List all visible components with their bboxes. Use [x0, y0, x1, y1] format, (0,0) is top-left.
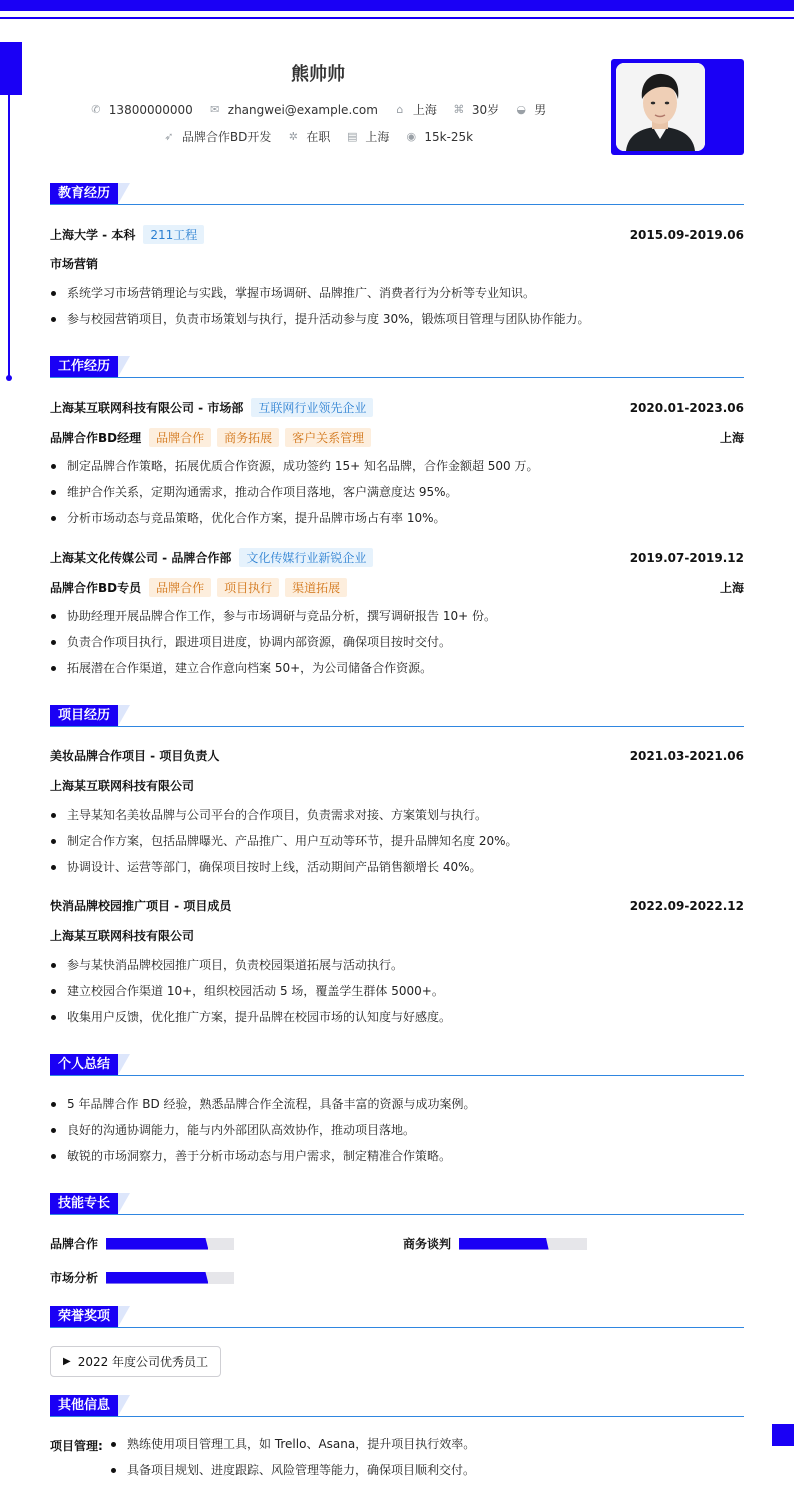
work-role-row [50, 578, 744, 597]
education-bullets [50, 286, 744, 338]
section-title: 其他信息 [50, 1395, 118, 1416]
photo-frame [611, 59, 744, 155]
education-major-row [50, 255, 744, 272]
contact-email: ✉ zhangwei@example.com [210, 102, 378, 117]
contact-location: ⌂ 上海 [394, 101, 437, 118]
work-city: 上海 [719, 431, 744, 445]
skill-item [50, 1269, 234, 1286]
section-title: 教育经历 [50, 183, 118, 204]
list-item: 具备项目规划、进度跟踪、风险管理等能力，确保项目顺利交付。 [110, 1463, 744, 1489]
list-item: 敏锐的市场洞察力，善于分析市场动态与用户需求，制定精准合作策略。 [50, 1149, 744, 1175]
project-org: 上海某互联网科技有限公司 [50, 779, 195, 793]
education-date: 2015.09-2019.06 [629, 227, 744, 242]
section-header-education [50, 183, 744, 207]
contact-age: ⌘ 30岁 [453, 103, 500, 117]
list-item: 参与校园营销项目，负责市场策划与执行，提升活动参与度 30%，锻炼项目管理与团队协作能力。 [50, 312, 744, 338]
section-title: 技能专长 [50, 1193, 118, 1214]
contact-target-position: ➶ 品牌合作BD开发 [164, 130, 272, 144]
list-item: 建立校园合作渠道 10+，组织校园活动 5 场，覆盖学生群体 5000+。 [50, 984, 744, 1010]
other-bullets [110, 1437, 744, 1489]
company-name: 上海某文化传媒公司 - 品牌合作部 [50, 551, 232, 565]
list-item: 分析市场动态与竞品策略，优化合作方案，提升品牌市场占有率 10%。 [50, 511, 744, 537]
contact-status: ✲ 在职 [288, 130, 331, 144]
work-bullets [50, 459, 744, 537]
work-company-row [50, 398, 744, 417]
list-item: 协调设计、运营等部门，确保项目按时上线，活动期间产品销售额增长 40%。 [50, 860, 744, 886]
skill-name: 品牌合作 [50, 1237, 99, 1251]
list-item: 良好的沟通协调能力，能与内外部团队高效协作，推动项目落地。 [50, 1123, 744, 1149]
skill-bar [459, 1238, 587, 1250]
home-icon: ⌂ [396, 103, 404, 116]
top-accent-bar [0, 0, 794, 11]
role-title: 品牌合作BD专员 [50, 581, 142, 595]
list-item: 制定品牌合作策略，拓展优质合作资源，成功签约 15+ 知名品牌，合作金额超 500 万。 [50, 459, 744, 485]
candidate-name: 熊帅帅 [291, 64, 345, 85]
section-title: 荣誉奖项 [50, 1306, 118, 1327]
project-title: 美妆品牌合作项目 - 项目负责人 [50, 749, 220, 763]
list-item: 熟练使用项目管理工具，如 Trello、Asana，提升项目执行效率。 [110, 1437, 744, 1463]
project-org-row [50, 927, 744, 944]
education-row [50, 225, 744, 244]
right-accent-block [772, 1424, 794, 1446]
section-title: 工作经历 [50, 356, 118, 377]
project-org-row [50, 777, 744, 794]
list-item: 5 年品牌合作 BD 经验，熟悉品牌合作全流程，具备丰富的资源与成功案例。 [50, 1097, 744, 1123]
role-title: 品牌合作BD经理 [50, 431, 142, 445]
section-header-work [50, 356, 744, 380]
section-title: 项目经历 [50, 705, 118, 726]
work-date: 2020.01-2023.06 [629, 400, 744, 415]
list-item: 系统学习市场营销理论与实践，掌握市场调研、品牌推广、消费者行为分析等专业知识。 [50, 286, 744, 312]
company-tag: 文化传媒行业新锐企业 [239, 548, 373, 567]
work-bullets [50, 609, 744, 687]
project-org: 上海某互联网科技有限公司 [50, 929, 195, 943]
section-header-honors [50, 1306, 744, 1330]
list-item: 协助经理开展品牌合作工作，参与市场调研与竞品分析，撰写调研报告 10+ 份。 [50, 609, 744, 635]
list-item: 主导某知名美妆品牌与公司平台的合作项目，负责需求对接、方案策划与执行。 [50, 808, 744, 834]
skill-name: 市场分析 [50, 1271, 99, 1285]
school-name: 上海大学 - 本科 [50, 228, 136, 242]
left-accent-dot [6, 375, 12, 381]
contact-row-1 [0, 101, 636, 118]
contact-row-2 [0, 128, 636, 145]
school-tag: 211工程 [143, 225, 204, 244]
skill-name: 商务谈判 [403, 1237, 452, 1251]
building-icon: ▤ [347, 130, 358, 143]
contact-phone: ✆ 13800000000 [91, 102, 193, 117]
mail-icon: ✉ [210, 103, 220, 116]
honor-item[interactable] [50, 1346, 221, 1377]
section-header-summary [50, 1054, 744, 1078]
section-header-projects [50, 705, 744, 729]
skill-item [403, 1235, 587, 1252]
play-triangle-icon: ▶ [63, 1356, 71, 1367]
work-company-row [50, 548, 744, 567]
skill-tag: 项目执行 [217, 578, 279, 597]
company-tag: 互联网行业领先企业 [251, 398, 373, 417]
phone-icon: ✆ [91, 103, 101, 116]
skill-tag: 品牌合作 [149, 428, 211, 447]
project-bullets [50, 808, 744, 886]
section-header-skills [50, 1193, 744, 1217]
list-item: 收集用户反馈，优化推广方案，提升品牌在校园市场的认知度与好感度。 [50, 1010, 744, 1036]
project-date: 2021.03-2021.06 [629, 748, 744, 763]
skill-tag: 客户关系管理 [285, 428, 371, 447]
company-name: 上海某互联网科技有限公司 - 市场部 [50, 401, 244, 415]
project-title: 快消品牌校园推广项目 - 项目成员 [50, 899, 232, 913]
skill-bar [106, 1272, 234, 1284]
work-role-row [50, 428, 744, 447]
contact-target-city: ▤ 上海 [347, 130, 390, 144]
age-icon: ⌘ [453, 103, 465, 116]
skill-bar [106, 1238, 234, 1250]
other-label: 项目管理: [50, 1439, 103, 1453]
send-icon: ➶ [164, 130, 174, 143]
contact-gender: ◒ 男 [516, 103, 547, 117]
honor-text: 2022 年度公司优秀员工 [77, 1355, 209, 1369]
project-title-row [50, 747, 744, 764]
work-date: 2019.07-2019.12 [629, 550, 744, 565]
contact-salary: ◉ 15k-25k [406, 129, 474, 144]
skill-tag: 品牌合作 [149, 578, 211, 597]
skill-tag: 商务拓展 [217, 428, 279, 447]
skill-item [50, 1235, 234, 1252]
skill-bar-fill [106, 1238, 208, 1250]
summary-bullets [50, 1097, 744, 1175]
major: 市场营销 [50, 257, 99, 271]
skill-bar-fill [459, 1238, 549, 1250]
project-bullets [50, 958, 744, 1036]
top-accent-line [0, 17, 794, 19]
salary-icon: ◉ [406, 130, 417, 143]
list-item: 制定合作方案，包括品牌曝光、产品推广、用户互动等环节，提升品牌知名度 20%。 [50, 834, 744, 860]
project-date: 2022.09-2022.12 [629, 898, 744, 913]
gender-icon: ◒ [516, 103, 526, 116]
work-city: 上海 [719, 581, 744, 595]
section-title: 个人总结 [50, 1054, 118, 1075]
section-header-other [50, 1395, 744, 1419]
list-item: 拓展潜在合作渠道，建立合作意向档案 50+，为公司储备合作资源。 [50, 661, 744, 687]
skill-bar-fill [106, 1272, 208, 1284]
list-item: 参与某快消品牌校园推广项目，负责校园渠道拓展与活动执行。 [50, 958, 744, 984]
list-item: 维护合作关系，定期沟通需求，推动合作项目落地，客户满意度达 95%。 [50, 485, 744, 511]
project-title-row [50, 897, 744, 914]
skill-tag: 渠道拓展 [285, 578, 347, 597]
avatar [616, 63, 705, 151]
list-item: 负责合作项目执行，跟进项目进度，协调内部资源，确保项目按时交付。 [50, 635, 744, 661]
status-icon: ✲ [288, 130, 298, 143]
